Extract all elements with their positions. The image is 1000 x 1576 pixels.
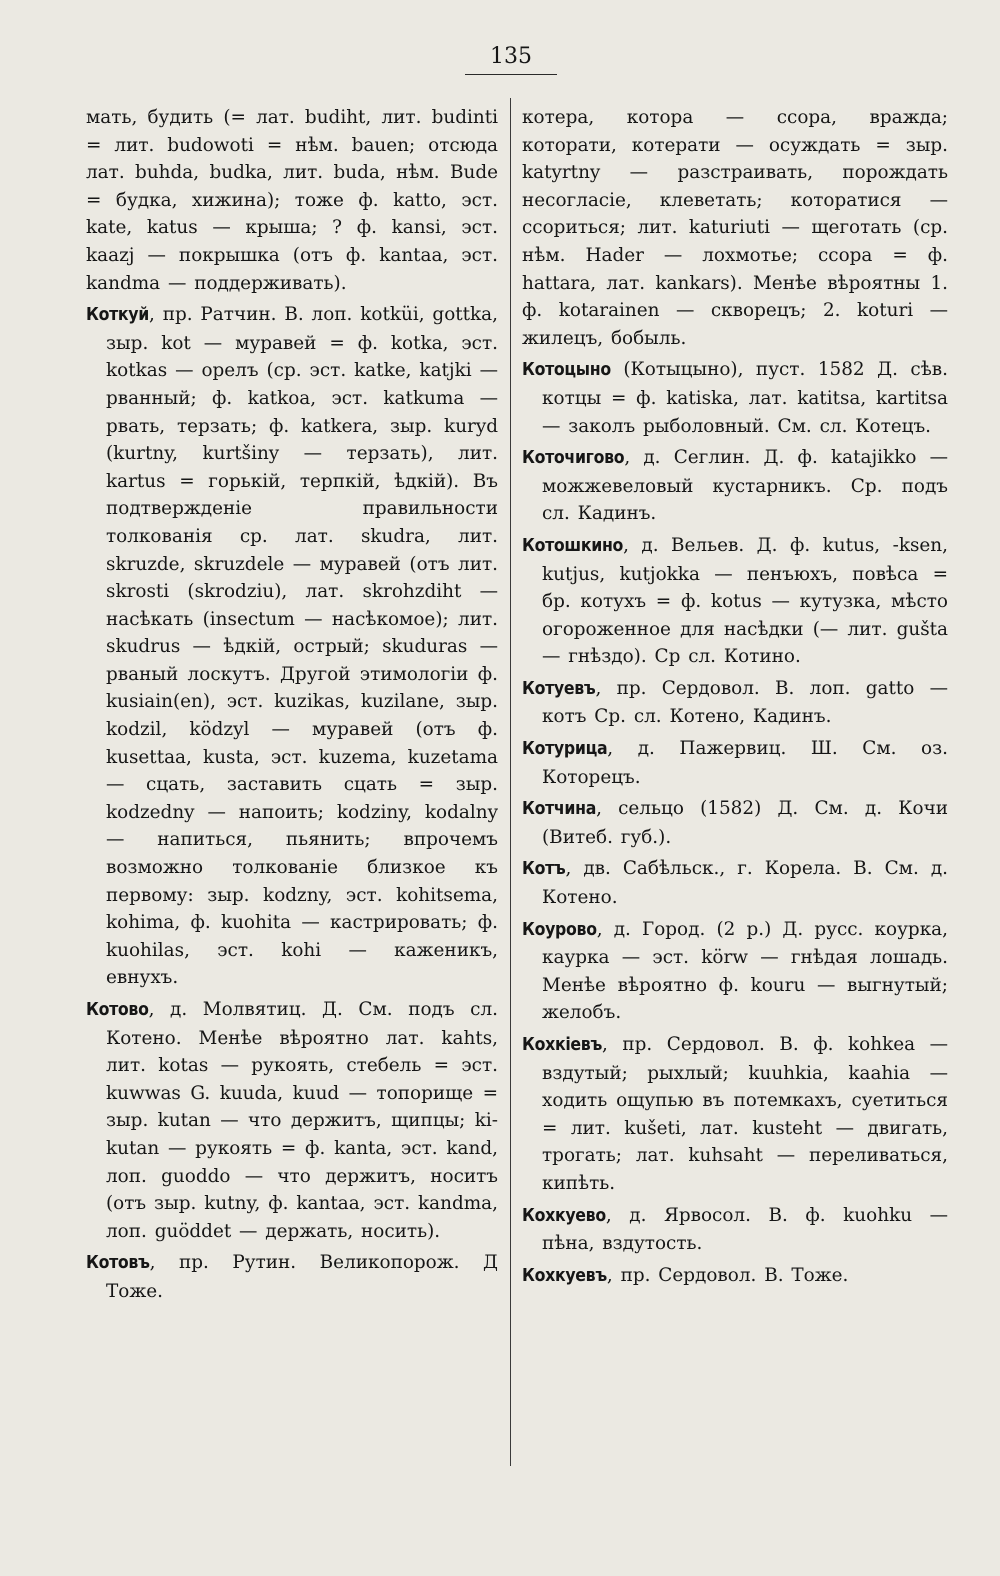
entry-text: , пр. Рутин. Великопорож. Д Тоже. (106, 1252, 498, 1302)
dictionary-entry (522, 444, 948, 528)
dictionary-entry (522, 855, 948, 911)
entry-text: , пр. Сердовол. В. ф. kohkea — вздутый; рыхлый; kuuhkia, kaahia — ходить ощупью въ потемкахъ, суетиться = лит. kušeti, лат. kusteht — двигать, трогать; лат. kuhsaht — переливаться, кипѣть. (542, 1034, 948, 1194)
entry-headword: Котово (86, 1000, 149, 1020)
entry-text: , д. Вельев. Д. ф. kutus, -ksen, kutjus, kutjokka — пенъюхъ, повѣса = бр. котухъ = ф. kotus — кутузка, мѣсто огороженное для насѣдки (— лит. gušta — гнѣздо). Ср сл. Котино. (542, 534, 948, 668)
page-number-rule (465, 74, 557, 75)
dictionary-entry (522, 356, 948, 440)
entry-text: котера, котора — ссора, вражда; которати, котерати — осуждать = зыр. katyrtny — разстраивать, порождать несогласіе, клеветать; которатися — ссориться; лит. katuriuti — щеготать (ср. нѣм. Hader — лохмотье; ссора = ф. hattara, лат. kankars). Менѣе вѣроятны 1. ф. kotarainen — скворецъ; 2. koturi — жилецъ, бобыль. (522, 107, 948, 349)
entry-headword: Коточигово (522, 448, 625, 469)
entry-text: , пр. Сердовол. В. Тоже. (606, 1264, 849, 1286)
entry-headword: Коурово (522, 919, 597, 940)
entry-text: , д. Молвятиц. Д. См. подъ сл. Котено. Менѣе вѣроятно лат. kahts, лит. kotas — рукоять, стебель = эст. kuwwas G. kuuda, kuud — топорище = зыр. kutan — что держитъ, щипцы; ki-kutan — рукоять = ф. kanta, эст. kand, лоп. guoddo — что держитъ, носитъ (отъ зыр. kutny, ф. kantaa, эст. kandma, лоп. guöddet — держать, носить). (106, 999, 498, 1242)
entry-headword: Котуевъ (522, 678, 596, 699)
dictionary-entry (522, 675, 948, 731)
entry-headword: Кохкіевъ (522, 1035, 602, 1055)
right-column (522, 104, 948, 1294)
entry-text: , д. Сеглин. Д. ф. katajikko — можжевеловый кустарникъ. Ср. подъ сл. Кадинъ. (542, 447, 948, 525)
dictionary-entry (522, 1202, 948, 1258)
dictionary-entry (522, 532, 948, 671)
left-column (86, 104, 498, 1310)
entry-headword: Котошкино (522, 535, 624, 556)
entry-headword: Котовъ (86, 1253, 150, 1274)
entry-headword: Кохкуевъ (522, 1265, 607, 1286)
entry-text: , сельцо (1582) Д. См. д. Кочи (Витеб. губ.). (542, 798, 948, 848)
entry-headword: Котъ (522, 859, 566, 880)
dictionary-entry (522, 104, 948, 352)
entry-text: , д. Пажервиц. Ш. См. оз. Которецъ. (542, 738, 948, 788)
dictionary-entry (522, 916, 948, 1027)
entry-text: , д. Город. (2 р.) Д. русс. коурка, каурка — эст. körw — гнѣдая лошадь. Менѣе вѣроятно ф. kouru — выгнутый; желобъ. (542, 918, 948, 1024)
dictionary-entry (86, 301, 498, 992)
entry-headword: Коткуй (86, 305, 149, 326)
entry-text: , д. Ярвосол. В. ф. kuohku — пѣна, вздутость. (542, 1204, 948, 1255)
entry-headword: Котурица (522, 739, 608, 760)
column-divider (510, 98, 511, 1466)
entry-headword: Котоцыно (522, 360, 611, 381)
entry-text: , пр. Сердовол. В. лоп. gatto — котъ Ср. сл. Котено, Кадинъ. (542, 677, 948, 728)
page-number: 135 (490, 44, 532, 69)
dictionary-entry (522, 735, 948, 791)
dictionary-entry (522, 1262, 948, 1291)
entry-text: , пр. Ратчин. В. лоп. kotküi, gottka, зыр. kot — муравей = ф. kotka, эст. kotkas — орелъ (ср. эст. katke, katjki — рванный; ф. katkoa, эст. katkuma — рвать, терзать; ф. katkera, зыр. kuryd (kurtny, kurtšiny — терзать), лит. kartus = горькій, терпкій, ѣдкій). Въ подтвержденіе правильности толкованія ср. лат. skudra, лит. skruzde, skruzdele — муравей (отъ лит. skrosti (skrodziu), лат. skrohzdiht — насѣкать (insectum — насѣкомое); лит. skudrus — ѣдкій, острый; skuduras — рваный лоскутъ. Другой этимологіи ф. kusiain(en), эст. kuzikas, kuzilane, зыр. kodzil, ködzyl — муравей (отъ ф. kusettaa, kusta, эст. kuzema, kuzetama — сцать, заставить сцать = зыр. kodzedny — напоить; kodziny, kodalny — напиться, пьянить; впрочемъ возможно толкованіе близкое къ первому: зыр. kodzny, эст. kohitsema, kohima, ф. kuohita — кастрировать; ф. kuohilas, эст. kohi — каженикъ, евнухъ. (106, 304, 498, 989)
dictionary-entry (522, 795, 948, 851)
entry-text: (Котыцыно), пуст. 1582 Д. сѣв. котцы = ф. katiska, лат. katitsa, kartitsa — заколъ рыболовный. См. сл. Котецъ. (542, 359, 948, 437)
entry-text: , дв. Сабѣльск., г. Корела. В. См. д. Котено. (542, 858, 948, 909)
dictionary-entry (86, 1249, 498, 1305)
entry-headword: Котчина (522, 799, 597, 820)
dictionary-entry (86, 104, 498, 297)
dictionary-entry (86, 996, 498, 1245)
dictionary-entry (522, 1031, 948, 1198)
entry-headword: Кохкуево (522, 1205, 606, 1226)
entry-text: мать, будить (= лат. budiht, лит. budinti = лит. budowoti = нѣм. bauen; отсюда лат. buhda, budka, лит. buda, нѣм. Bude = будка, хижина); тоже ф. katto, эст. kate, katus — крыша; ? ф. kansi, эст. kaazj — покрышка (отъ ф. kantaa, эст. kandma — поддерживать). (86, 107, 498, 294)
